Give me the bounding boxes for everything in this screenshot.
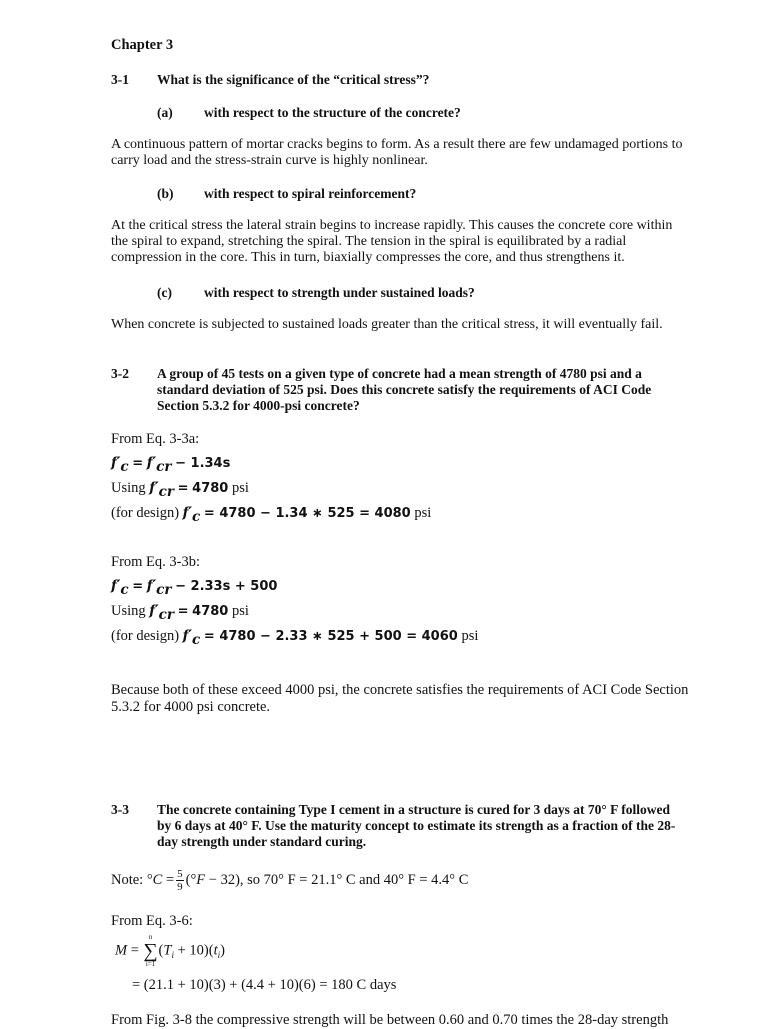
answer-paragraph: When concrete is subjected to sustained loads greater than the critical stress, it will eventually fail. — [111, 317, 663, 332]
subpart-label: (a) — [157, 105, 173, 120]
equation-intro: From Eq. 3-3b: — [111, 554, 201, 570]
equation-intro: From Eq. 3-6: — [111, 913, 193, 929]
note-conversion: , so 70° F = 21.1° C and 40° F = 4.4° C — [239, 871, 469, 888]
note-label: Note: — [111, 871, 144, 888]
equation-line: $f'_c = f'_{cr} - 1.34s$ — [111, 455, 231, 475]
answer-paragraph: A continuous pattern of mortar cracks begins to form. As a result there are few undamaged portions to carry load and the stress-strain curve is highly nonlinear. — [111, 137, 683, 168]
subpart-label: (c) — [157, 285, 172, 300]
equation-line: (for design) $f'_c = 4780 - 2.33$ ∗ 525 + 500 = 4060 psi — [111, 628, 479, 648]
conclusion-paragraph: Because both of these exceed 4000 psi, the concrete satisfies the requirements of ACI Code Section 5.3.2 for 4000 psi concrete. — [111, 682, 689, 715]
subpart-question: with respect to the structure of the concrete? — [204, 105, 461, 120]
maturity-equation: M = n ∑ i=1 $(T_i + 10)(t_i)$ — [115, 933, 225, 968]
equation-line: Using $f'_{cr} = 4780$ psi — [111, 480, 249, 500]
equation-line: $f'_c = f'_{cr} - 2.33s + 500$ — [111, 578, 278, 598]
unit: psi — [461, 628, 479, 644]
equation-line: (for design) $f'_c = 4780 - 1.34$ ∗ 525 = 4080 psi — [111, 505, 432, 525]
unit: psi — [231, 480, 249, 496]
fcr-value: 4780 — [192, 481, 229, 496]
equation-line: Using $f'_{cr} = 4780$ psi — [111, 603, 249, 623]
subpart-question: with respect to spiral reinforcement? — [204, 186, 417, 201]
design-calc: = 4780 − 1.34 ∗ 525 = 4080 — [203, 506, 411, 521]
for-design-label: (for design) — [111, 505, 180, 521]
design-calc: = 4780 − 2.33 ∗ 525 + 500 = 4060 — [203, 629, 458, 644]
equation-intro: From Eq. 3-3a: — [111, 431, 200, 447]
subpart-question: with respect to strength under sustained loads? — [204, 285, 475, 300]
equation-rhs: − 2.33s + 500 — [175, 579, 278, 594]
maturity-calc: = (21.1 + 10)(3) + (4.4 + 10)(6) = 180 C days — [132, 977, 397, 993]
chapter-title: Chapter 3 — [111, 37, 174, 53]
using-word: Using — [111, 480, 146, 496]
question-number: 3-1 — [111, 72, 129, 87]
equation-rhs: − 1.34s — [175, 456, 231, 471]
unit: psi — [414, 505, 432, 521]
fcr-value: 4780 — [192, 604, 229, 619]
subpart-label: (b) — [157, 186, 174, 201]
figure-reading-text: From Fig. 3-8 the compressive strength will be between 0.60 and 0.70 times the 28-day strength — [111, 1012, 669, 1028]
answer-paragraph: At the critical stress the lateral strain begins to increase rapidly. This causes the concrete core within the spiral to expand, stretching the spiral. The tension in the spiral is equilibrated by a radial compression in the core. This in turn, biaxially compresses the core, and thus strengthens it. — [111, 218, 673, 265]
note-line: Note: °C = $\frac{5}{9}$ (°F − 32), so 70° F = 21.1° C and 40° F = 4.4° C — [111, 868, 469, 893]
summation-symbol: n ∑ i=1 — [143, 933, 158, 968]
unit: psi — [231, 603, 249, 619]
question-number: 3-2 — [111, 366, 129, 381]
fraction: $\frac{5}{9}$ — [177, 868, 183, 893]
for-design-label: (for design) — [111, 628, 180, 644]
using-word: Using — [111, 603, 146, 619]
question-number: 3-3 — [111, 802, 129, 817]
question-text: The concrete containing Type I cement in a structure is cured for 3 days at 70° F followed by 6 days at 40° F. Use the maturity concept to estimate its strength as a fraction of the 28-day strength under standard curing. — [157, 802, 676, 849]
question-text: What is the significance of the “critical stress”? — [157, 72, 430, 87]
question-text: A group of 45 tests on a given type of concrete had a mean strength of 4780 psi and a standard deviation of 525 psi. Does this concrete satisfy the requirements of ACI Code Section 5.3.2 for 4000-psi concrete? — [157, 366, 652, 413]
